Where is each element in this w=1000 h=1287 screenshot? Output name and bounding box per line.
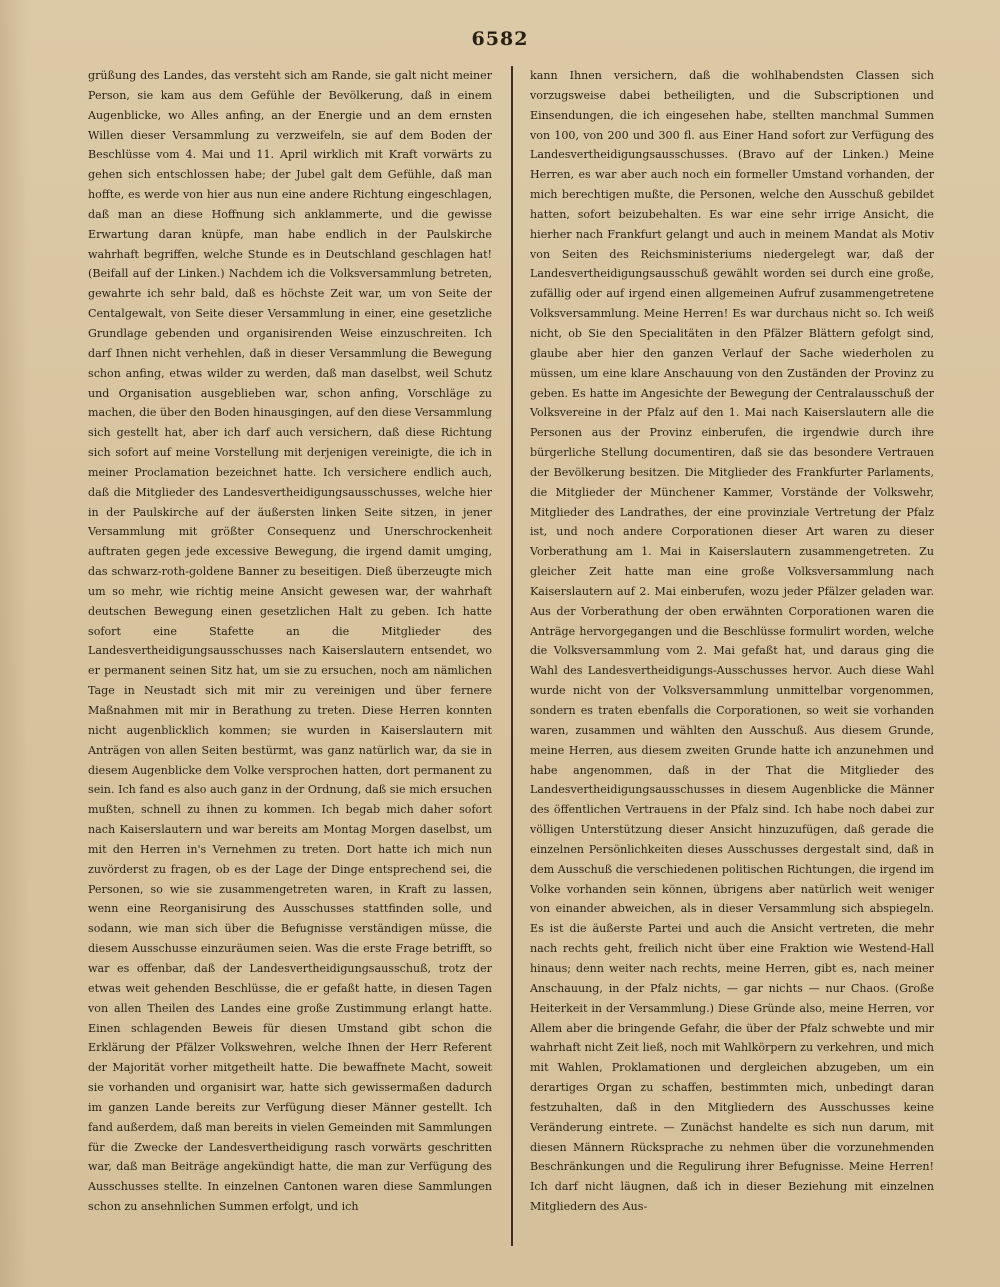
- text-column-left: [88, 66, 492, 1256]
- left-column-text: grüßung des Landes, das versteht sich am Rande, sie galt nicht meiner Person, sie kam aus dem Gefühle der Bevölkerung, daß in einem Augenblicke, wo Alles anfing, an der Energie und an dem ernsten Willen dieser Versammlung zu verzweifeln, sie auf dem Boden der Beschlüsse vom 4. Mai und 11. April wirklich mit Kraft vorwärts zu gehen sich entschlossen habe; der Jubel galt dem Gefühle, daß man hoffte, es werde von hier aus nun eine andere Richtung eingeschlagen, daß man an diese Hoffnung sich anklammerte, und die gewisse Erwartung daran knüpfe, man habe endlich in der Paulskirche wahrhaft begriffen, welche Stunde es in Deutschland geschlagen hat! (Beifall auf der Linken.) Nachdem ich die Volksversammlung betreten, gewahrte ich sehr bald, daß es höchste Zeit war, um von Seite der Centalgewalt, von Seite dieser Versammlung in einer, eine gesetzliche Grundlage gebenden und organisirenden Weise einzuschreiten. Ich darf Ihnen nicht verhehlen, daß in dieser Versammlung die Bewegung schon anfing, etwas wilder zu werden, daß man daselbst, weil Schutz und Organisation ausgeblieben war, schon anfing, Vorschläge zu machen, die über den Boden hinausgingen, auf den diese Versammlung sich gestellt hat, aber ich darf auch versichern, daß diese Richtung sich sofort auf meine Vorstellung mit derjenigen vereinigte, die ich in meiner Proclamation bezeichnet hatte. Ich versichere endlich auch, daß die Mitglieder des Landesvertheidigungsausschusses, welche hier in der Paulskirche auf der äußersten linken Seite sitzen, in jener Versammlung mit größter Consequenz und Unerschrockenheit auftraten gegen jede excessive Bewegung, die irgend damit umging, das schwarz-roth-goldene Banner zu beseitigen. Dieß überzeugte mich um so mehr, wie richtig meine Ansicht gewesen war, der wahrhaft deutschen Bewegung einen gesetzlichen Halt zu geben. Ich hatte sofort eine Stafette an die Mitglieder des Landesvertheidigungsausschusses nach Kaiserslautern entsendet, wo er permanent seinen Sitz hat, um sie zu ersuchen, noch am nämlichen Tage in Neustadt sich mit mir zu vereinigen und über fernere Maßnahmen mit mir in Berathung zu treten. Diese Herren konnten nicht augenblicklich kommen; sie wurden in Kaiserslautern mit Anträgen von allen Seiten bestürmt, was ganz natürlich war, da sie in diesem Augenblicke dem Volke versprochen hatten, dort permanent zu sein. Ich fand es also auch ganz in der Ordnung, daß sie mich ersuchen mußten, schnell zu ihnen zu kommen. Ich begab mich daher sofort nach Kaiserslautern und war bereits am Montag Morgen daselbst, um mit den Herren in's Vernehmen zu treten. Dort hatte ich mich nun zuvörderst zu fragen, ob es der Lage der Dinge entsprechend sei, die Personen, so wie sie zusammengetreten waren, in Kraft zu lassen, wenn eine Reorganisirung des Ausschusses stattfinden solle, und sodann, wie man sich über die Befugnisse verständigen müsse, die diesem Ausschusse einzuräumen seien. Was die erste Frage betrifft, so war es offenbar, daß der Landesvertheidigungsausschuß, trotz der etwas weit gehenden Beschlüsse, die er gefaßt hatte, in diesen Tagen von allen Theilen des Landes eine große Zustimmung erlangt hatte. Einen schlagenden Beweis für diesen Umstand gibt schon die Erklärung der Pfälzer Volkswehren, welche Ihnen der Herr Referent der Majorität vorher mitgetheilt hatte. Die bewaffnete Macht, soweit sie vorhanden und organisirt war, hatte sich gewissermaßen dadurch im ganzen Lande bereits zur Verfügung dieser Männer gestellt. Ich fand außerdem, daß man bereits in vielen Gemeinden mit Sammlungen für die Zwecke der Landesvertheidigung rasch vorwärts geschritten war, daß man Beiträge angekündigt hatte, die man zur Verfügung des Ausschusses stellte. In einzelnen Cantonen waren diese Sammlungen schon zu ansehnlichen Summen erfolgt, und ich: [88, 69, 492, 1214]
- column-divider: [511, 66, 513, 1246]
- page-edge-shadow: [0, 0, 30, 1287]
- text-column-right: [530, 66, 934, 1256]
- page-number: 6582: [471, 28, 529, 50]
- right-column-text: kann Ihnen versichern, daß die wohlhabendsten Classen sich vorzugsweise dabei betheiligten, und die Subscriptionen und Einsendungen, die ich eingesehen habe, stellten manchmal Summen von 100, von 200 und 300 fl. aus Einer Hand sofort zur Verfügung des Landesvertheidigungsausschusses. (Bravo auf der Linken.) Meine Herren, es war aber auch noch ein formeller Umstand vorhanden, der mich berechtigen mußte, die Personen, welche den Ausschuß gebildet hatten, sofort beizubehalten. Es war eine sehr irrige Ansicht, die hierher nach Frankfurt gelangt und auch in meinem Mandat als Motiv von Seiten des Reichsministeriums niedergelegt war, daß der Landesvertheidigungsausschuß gewählt worden sei durch eine große, zufällig oder auf irgend einen allgemeinen Aufruf zusammengetretene Volksversammlung. Meine Herren! Es war durchaus nicht so. Ich weiß nicht, ob Sie den Specialitäten in den Pfälzer Blättern gefolgt sind, glaube aber hier den ganzen Verlauf der Sache wiederholen zu müssen, um eine klare Anschauung von den Zuständen der Provinz zu geben. Es hatte im Angesichte der Bewegung der Centralausschuß der Volksvereine in der Pfalz auf den 1. Mai nach Kaiserslautern alle die Personen aus der Provinz einberufen, die irgendwie durch ihre bürgerliche Stellung documentiren, daß sie das besondere Vertrauen der Bevölkerung besitzen. Die Mitglieder des Frankfurter Parlaments, die Mitglieder der Münchener Kammer, Vorstände der Volkswehr, Mitglieder des Landrathes, der eine provinziale Vertretung der Pfalz ist, und noch andere Corporationen dieser Art waren zu dieser Vorberathung am 1. Mai in Kaiserslautern zusammengetreten. Zu gleicher Zeit hatte man eine große Volksversammlung nach Kaiserslautern auf 2. Mai einberufen, wozu jeder Pfälzer geladen war. Aus der Vorberathung der oben erwähnten Corporationen waren die Anträge hervorgegangen und die Beschlüsse formulirt worden, welche die Volksversammlung vom 2. Mai gefaßt hat, und daraus ging die Wahl des Landesvertheidigungs-Ausschusses hervor. Auch diese Wahl wurde nicht von der Volksversammlung unmittelbar vorgenommen, sondern es traten ebenfalls die Corporationen, so weit sie vorhanden waren, zusammen und wählten den Ausschuß. Aus diesem Grunde, meine Herren, aus diesem zweiten Grunde hatte ich anzunehmen und habe angenommen, daß in der That die Mitglieder des Landesvertheidigungsausschusses in diesem Augenblicke die Männer des öffentlichen Vertrauens in der Pfalz sind. Ich habe noch dabei zur völligen Unterstützung dieser Ansicht hinzuzufügen, daß gerade die einzelnen Persönlichkeiten dieses Ausschusses dergestalt sind, daß in dem Ausschuß die verschiedenen politischen Richtungen, die irgend im Volke vorhanden sein können, übrigens aber natürlich weit weniger von einander abweichen, als in dieser Versammlung sich abspiegeln. Es ist die äußerste Partei und auch die Ansicht vertreten, die mehr nach rechts geht, freilich nicht über eine Fraktion wie Westend-Hall hinaus; denn weiter nach rechts, meine Herren, gibt es, nach meiner Anschauung, in der Pfalz nichts, — gar nichts — nur Chaos. (Große Heiterkeit in der Versammlung.) Diese Gründe also, meine Herren, vor Allem aber die bringende Gefahr, die über der Pfalz schwebte und mir wahrhaft nicht Zeit ließ, noch mit Wahlkörpern zu verkehren, und mich mit Wahlen, Proklamationen und dergleichen abzugeben, um ein derartiges Organ zu schaffen, bestimmten mich, unbedingt daran festzuhalten, daß in den Mitgliedern des Ausschusses keine Veränderung eintrete. — Zunächst handelte es sich nun darum, mit diesen Männern Rücksprache zu nehmen über die vorzunehmenden Beschränkungen und die Regulirung ihrer Befugnisse. Meine Herren! Ich darf nicht läugnen, daß ich in dieser Beziehung mit einzelnen Mitgliedern des Aus-: [530, 69, 934, 1214]
